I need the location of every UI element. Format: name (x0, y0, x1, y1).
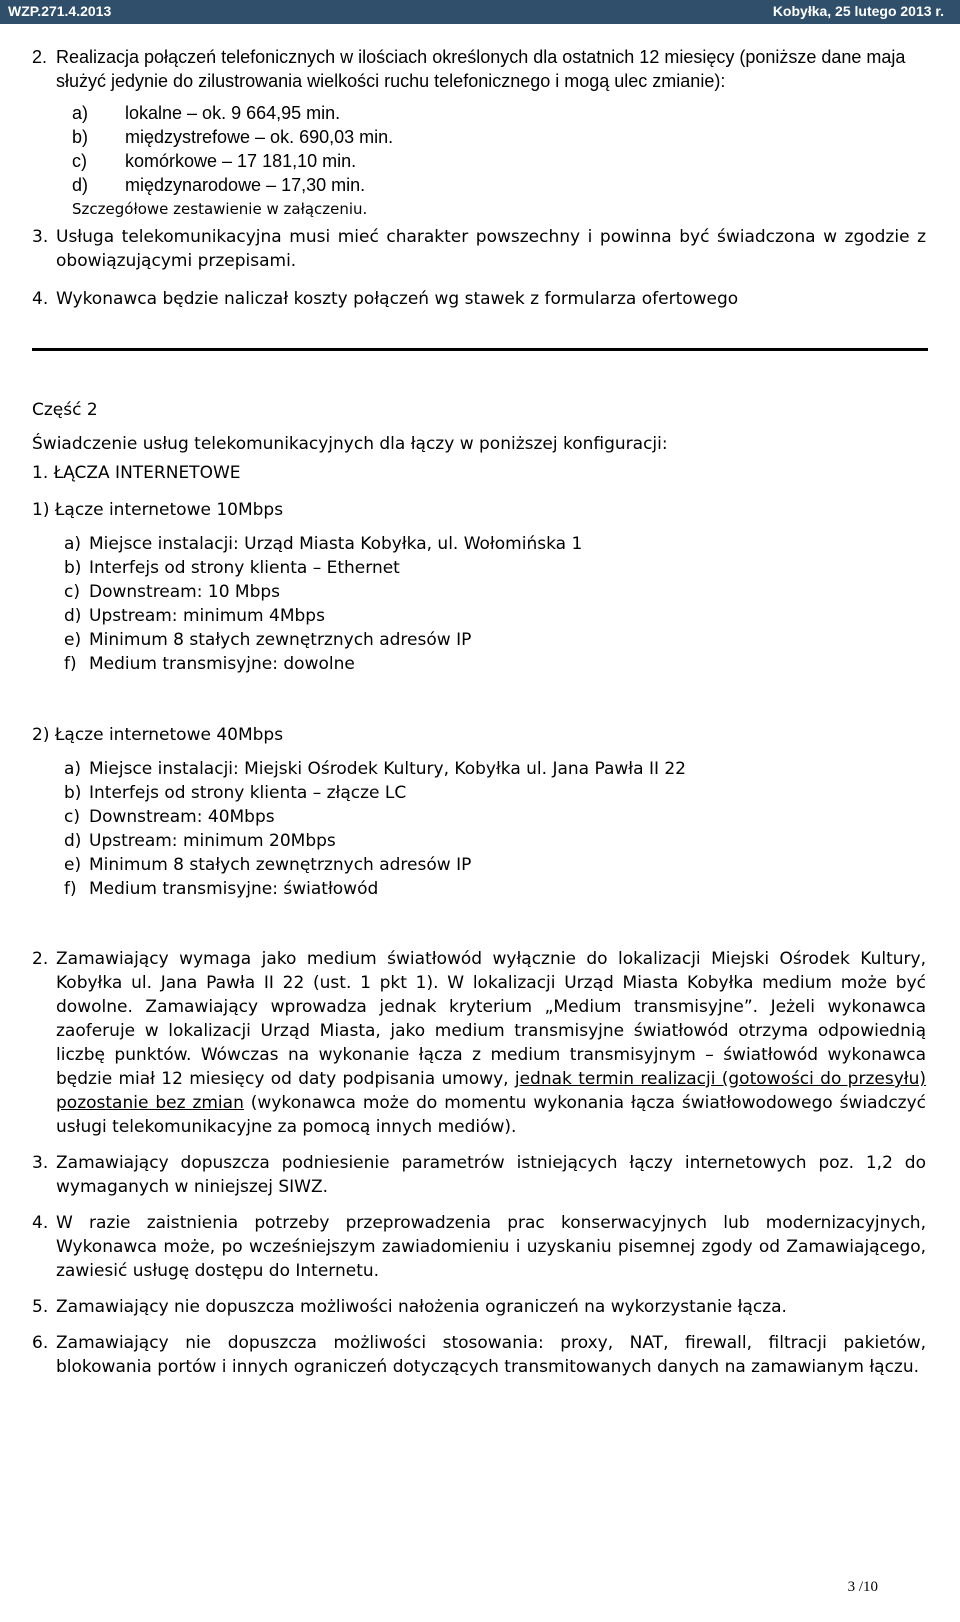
item-text: Upstream: minimum 20Mbps (89, 831, 336, 851)
item-number: 2. (32, 949, 49, 969)
paragraph-text: Zamawiający nie dopuszcza możliwości nałożenia ograniczeń na wykorzystanie łącza. (56, 1297, 787, 1317)
paragraph-text: Zamawiający wymaga jako medium światłowód wyłącznie do lokalizacji Miejski Ośrodek Kultury, Kobyłka ul. Jana Pawła II 22 (ust. 1 pkt 1). W lokalizacji Urząd Miasta Kobyłka medium może być dowolne. Zamawiający wprowadza jednak kryterium „Medium transmisyjne”. Jeżeli wykonawca zaoferuje w lokalizacji Urząd Miasta, jako medium transmisyjne światłowód otrzyma odpowiednią liczbę punktów. Wówczas na wykonanie łącza z medium transmisyjnym – światłowód wykonawca będzie miał 12 miesięcy od daty podpisania umowy, (56, 949, 926, 1089)
item-number: 5. (32, 1297, 49, 1317)
item-text: międzynarodowe – 17,30 min. (125, 175, 366, 195)
paragraph-6 (32, 1331, 926, 1379)
item-letter: d) (64, 606, 82, 626)
item-letter: a) (64, 534, 82, 554)
paragraph-2 (32, 947, 926, 1139)
list-item-3 (32, 225, 926, 273)
item-letter: e) (64, 855, 82, 875)
spec-item (64, 805, 926, 829)
item-text: Minimum 8 stałych zewnętrznych adresów IP (89, 855, 472, 875)
item-text: lokalne – ok. 9 664,95 min. (125, 103, 341, 123)
item-letter: b) (64, 558, 82, 578)
item-letter: b) (72, 127, 89, 147)
link-2-title: 2) Łącze internetowe 40Mbps (32, 725, 284, 745)
item-number: 4. (32, 289, 49, 309)
spec-item (64, 853, 926, 877)
spec-item (64, 877, 926, 901)
item-text: Minimum 8 stałych zewnętrznych adresów IP (89, 630, 472, 650)
paragraph-5 (32, 1295, 926, 1319)
paragraph-text: W razie zaistnienia potrzeby przeprowadzenia prac konserwacyjnych lub modernizacyjnych, Wykonawca może, po wcześniejszym zawiadomieniu i uzyskaniu pisemnej zgody od Zamawiającego, zawiesić usługę dostępu do Internetu. (56, 1213, 926, 1281)
item-letter: d) (64, 831, 82, 851)
item-letter: a) (72, 103, 89, 123)
section-divider (32, 348, 928, 351)
item-text: Usługa telekomunikacyjna musi mieć charakter powszechny i powinna być świadczona w zgodzie z obowiązującymi przepisami. (56, 227, 926, 271)
spec-item (64, 757, 926, 781)
traffic-list (32, 101, 926, 221)
item-text: Miejsce instalacji: Urząd Miasta Kobyłka, ul. Wołomińska 1 (89, 534, 583, 554)
spec-item (64, 556, 926, 580)
item-text: Downstream: 40Mbps (89, 807, 275, 827)
document-date: Kobyłka, 25 lutego 2013 r. (772, 3, 944, 19)
item-text: Medium transmisyjne: światłowód (89, 879, 379, 899)
spec-item (64, 580, 926, 604)
item-letter: e) (64, 630, 82, 650)
traffic-item-local (72, 101, 926, 125)
item-number: 2. (32, 47, 48, 67)
item-number: 4. (32, 1213, 49, 1233)
attachment-note: Szczegółowe zestawienie w załączeniu. (72, 200, 368, 218)
paragraph-text: Zamawiający nie dopuszcza możliwości stosowania: proxy, NAT, firewall, filtracji pakietów, blokowania portów i innych ograniczeń dotyczących transmitowanych danych na zamawianym łączu. (56, 1333, 926, 1377)
item-text: Downstream: 10 Mbps (89, 582, 281, 602)
item-letter: f) (64, 654, 77, 674)
item-text: Medium transmisyjne: dowolne (89, 654, 355, 674)
spec-item (64, 781, 926, 805)
document-reference: WZP.271.4.2013 (8, 3, 112, 19)
item-text: komórkowe – 17 181,10 min. (125, 151, 357, 171)
item-letter: f) (64, 879, 77, 899)
paragraph-text: Zamawiający dopuszcza podniesienie parametrów istniejących łączy internetowych poz. 1,2 do wymaganych w niniejszej SIWZ. (56, 1153, 926, 1197)
paragraph-4 (32, 1211, 926, 1283)
spec-item (64, 628, 926, 652)
item-text: Wykonawca będzie naliczał koszty połączeń wg stawek z formularza ofertowego (56, 289, 739, 309)
part-title: Część 2 (32, 400, 98, 420)
spec-item (64, 532, 926, 556)
page-number: 3 /10 (847, 1579, 878, 1595)
spec-item (64, 652, 926, 676)
item-letter: c) (64, 582, 80, 602)
link-1-spec-list (32, 532, 926, 676)
list-item-4 (32, 287, 926, 311)
item-letter: c) (72, 151, 87, 171)
item-text: Upstream: minimum 4Mbps (89, 606, 325, 626)
item-text: Interfejs od strony klienta – Ethernet (89, 558, 400, 578)
spec-item (64, 604, 926, 628)
link-2-spec-list (32, 757, 926, 901)
part-intro: Świadczenie usług telekomunikacyjnych dla łączy w poniższej konfiguracji: (32, 434, 668, 454)
item-text: międzystrefowe – ok. 690,03 min. (125, 127, 394, 147)
spec-item (64, 829, 926, 853)
item-letter: d) (72, 175, 89, 195)
section-heading: 1. ŁĄCZA INTERNETOWE (32, 463, 241, 483)
paragraph-text-cont: (wykonawca może do momentu wykonania łącza światłowodowego świadczyć usługi telekomunikacyjne za pomocą innych mediów). (56, 1093, 927, 1137)
page-header-bar (0, 0, 960, 24)
paragraph-3 (32, 1151, 926, 1199)
link-1-title: 1) Łącze internetowe 10Mbps (32, 500, 284, 520)
item-letter: a) (64, 759, 82, 779)
item-text: Interfejs od strony klienta – złącze LC (89, 783, 407, 803)
item-number: 3. (32, 227, 49, 247)
item-number: 6. (32, 1333, 49, 1353)
underlined-text: jednak termin realizacji (gotowości do przesyłu) pozostanie bez zmian (56, 1069, 926, 1113)
item-text: Realizacja połączeń telefonicznych w ilościach określonych dla ostatnich 12 miesięcy (poniższe dane maja służyć jedynie do zilustrowania wielkości ruchu telefonicznego i mogą ulec zmianie): (56, 47, 906, 91)
page-content (32, 40, 926, 1379)
item-text: Miejsce instalacji: Miejski Ośrodek Kultury, Kobyłka ul. Jana Pawła II 22 (89, 759, 687, 779)
traffic-item-intercity (72, 125, 926, 149)
item-letter: c) (64, 807, 80, 827)
item-letter: b) (64, 783, 82, 803)
item-number: 3. (32, 1153, 49, 1173)
traffic-item-international (72, 173, 926, 197)
traffic-item-mobile (72, 149, 926, 173)
list-item-2 (32, 45, 926, 93)
